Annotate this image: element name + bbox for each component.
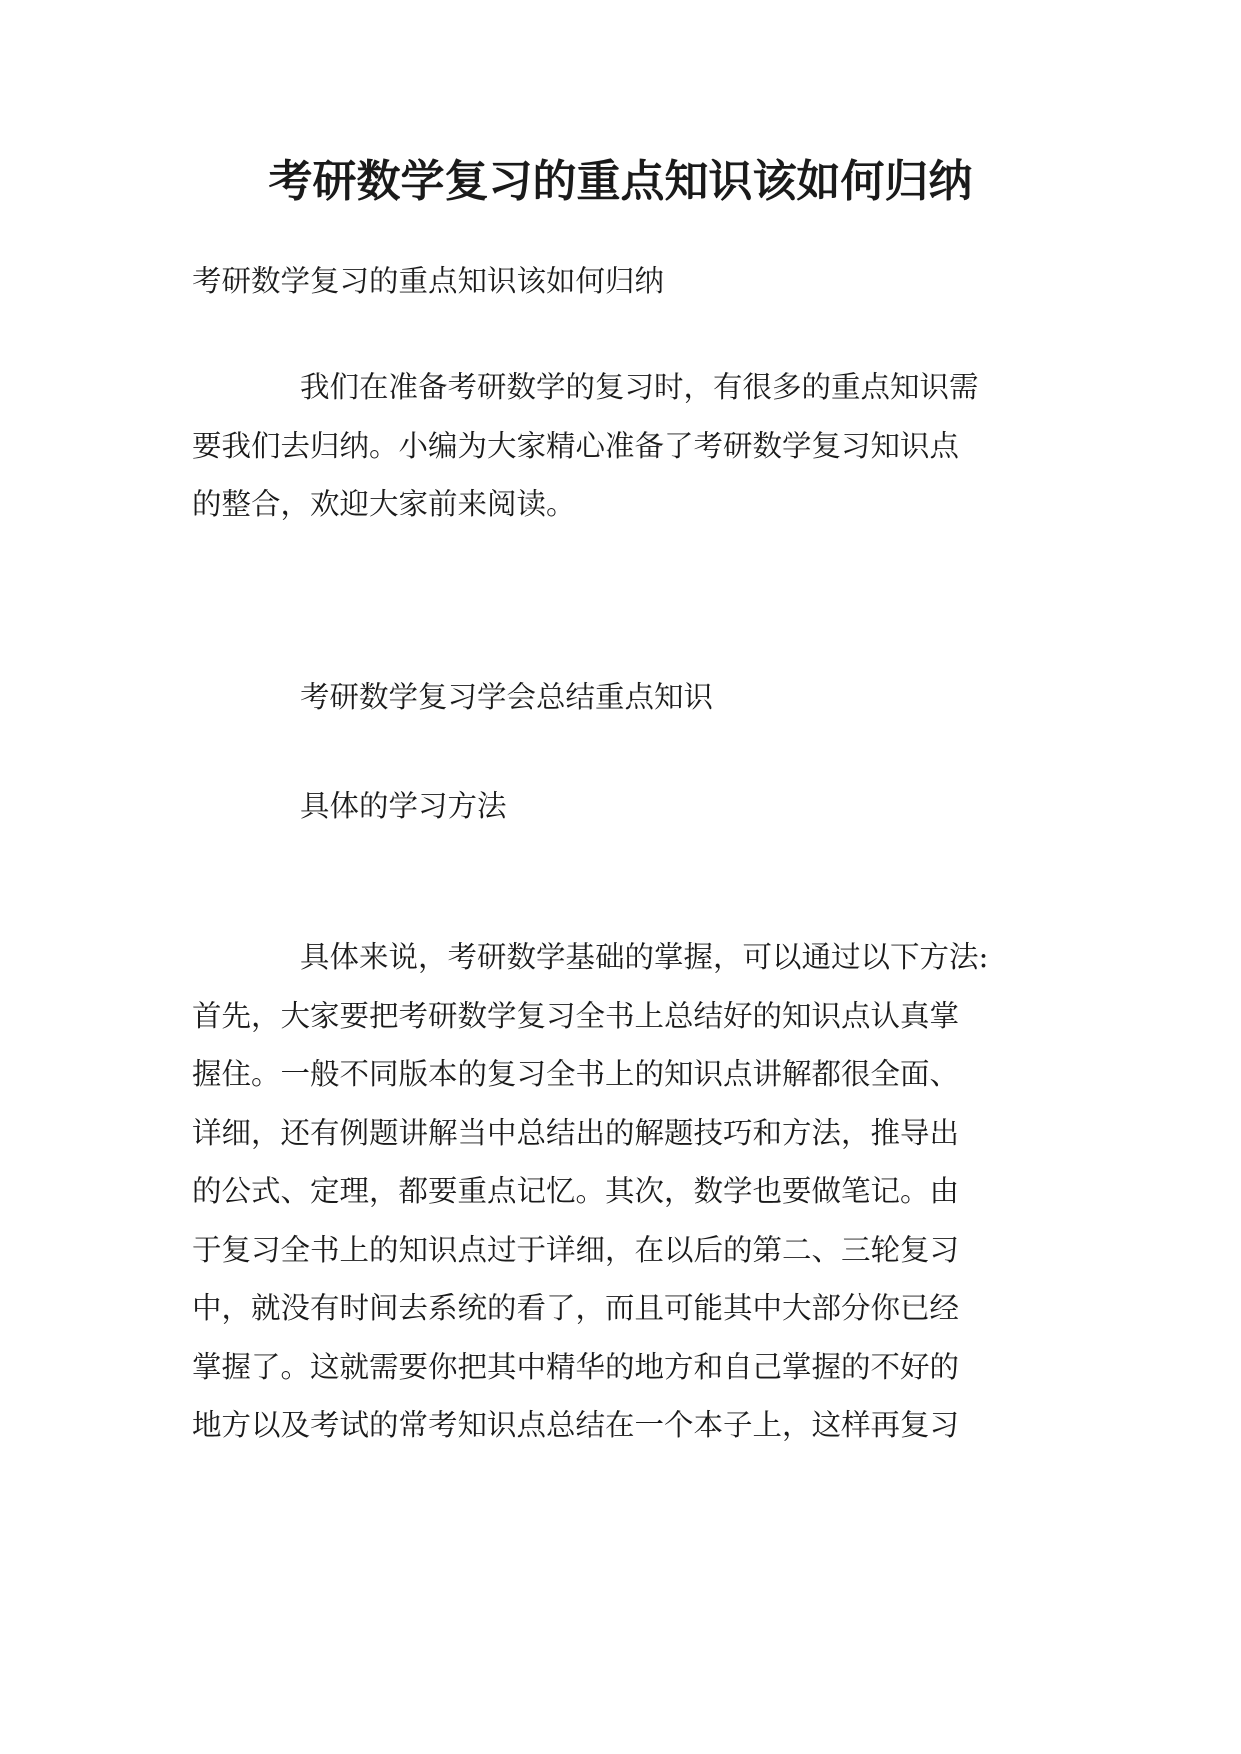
document-title: 考研数学复习的重点知识该如何归纳 [268, 156, 973, 207]
body-line: 中，就没有时间去系统的看了，而且可能其中大部分你已经 [192, 1291, 960, 1325]
intro-line: 的整合，欢迎大家前来阅读。 [192, 487, 576, 521]
body-line: 具体来说，考研数学基础的掌握，可以通过以下方法: [300, 940, 989, 974]
body-line: 首先，大家要把考研数学复习全书上总结好的知识点认真掌 [192, 998, 960, 1033]
document-subtitle: 考研数学复习的重点知识该如何归纳 [192, 264, 665, 298]
body-line: 的公式、定理，都要重点记忆。其次，数学也要做笔记。由 [192, 1174, 960, 1208]
intro-line: 要我们去归纳。小编为大家精心准备了考研数学复习知识点 [192, 428, 960, 463]
body-paragraph [192, 928, 1062, 1455]
intro-paragraph [192, 358, 1062, 534]
section-heading: 考研数学复习学会总结重点知识 [300, 680, 714, 714]
subsection-heading: 具体的学习方法 [300, 789, 507, 823]
body-line: 掌握了。这就需要你把其中精华的地方和自己掌握的不好的 [192, 1349, 960, 1384]
body-line: 详细，还有例题讲解当中总结出的解题技巧和方法，推导出 [192, 1115, 960, 1150]
intro-line: 我们在准备考研数学的复习时，有很多的重点知识需 [300, 370, 979, 404]
body-line: 于复习全书上的知识点过于详细，在以后的第二、三轮复习 [192, 1232, 960, 1267]
body-line: 地方以及考试的常考知识点总结在一个本子上，这样再复习 [192, 1408, 960, 1442]
body-line: 握住。一般不同版本的复习全书上的知识点讲解都很全面、 [192, 1057, 960, 1091]
